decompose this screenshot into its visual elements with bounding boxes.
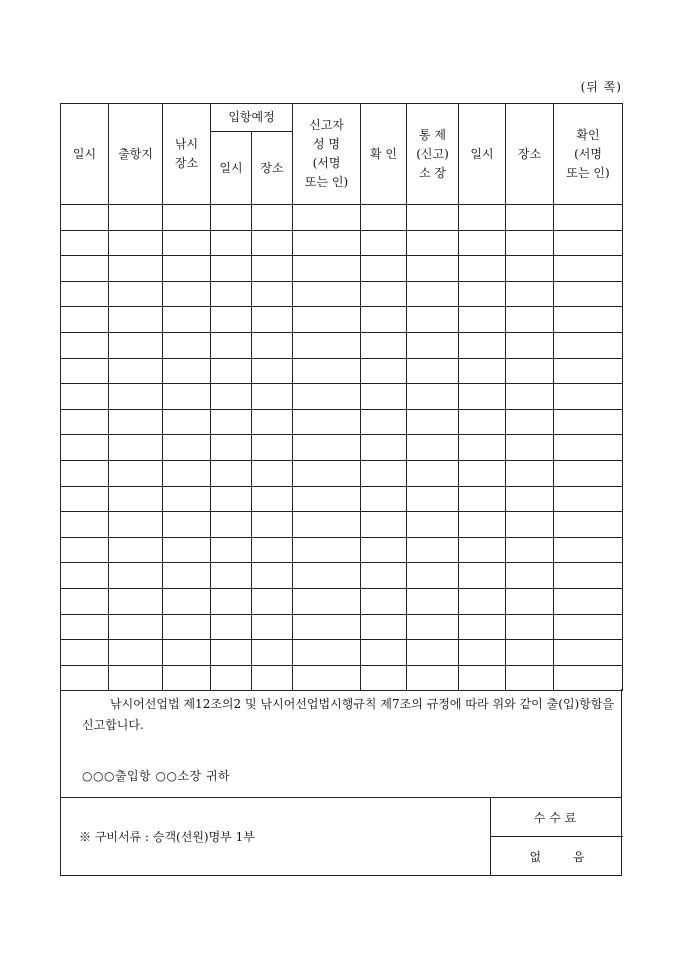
table-cell[interactable]	[163, 512, 211, 538]
table-cell[interactable]	[61, 512, 109, 538]
table-cell[interactable]	[506, 640, 554, 666]
table-cell[interactable]	[506, 665, 554, 691]
table-cell[interactable]	[361, 614, 407, 640]
table-cell[interactable]	[506, 563, 554, 589]
table-cell[interactable]	[293, 486, 361, 512]
table-cell[interactable]	[293, 256, 361, 282]
table-cell[interactable]	[109, 230, 163, 256]
table-cell[interactable]	[459, 409, 506, 435]
table-cell[interactable]	[506, 435, 554, 461]
table-cell[interactable]	[506, 205, 554, 231]
table-cell[interactable]	[506, 460, 554, 486]
table-cell[interactable]	[361, 205, 407, 231]
table-cell[interactable]	[293, 588, 361, 614]
table-row	[61, 435, 623, 461]
table-row	[61, 332, 623, 358]
table-row	[61, 614, 623, 640]
table-cell[interactable]	[407, 230, 459, 256]
header-arrival-group: 입항예정	[211, 104, 293, 132]
table-cell[interactable]	[407, 307, 459, 333]
table-cell[interactable]	[252, 640, 293, 666]
table-cell[interactable]	[361, 640, 407, 666]
table-cell[interactable]	[109, 281, 163, 307]
table-cell[interactable]	[211, 486, 252, 512]
table-cell[interactable]	[506, 332, 554, 358]
table-cell[interactable]	[252, 486, 293, 512]
table-cell[interactable]	[407, 256, 459, 282]
table-cell[interactable]	[293, 665, 361, 691]
table-cell[interactable]	[163, 409, 211, 435]
table-cell[interactable]	[109, 205, 163, 231]
table-cell[interactable]	[61, 384, 109, 410]
table-cell[interactable]	[293, 460, 361, 486]
table-cell[interactable]	[163, 205, 211, 231]
table-cell[interactable]	[109, 307, 163, 333]
table-cell[interactable]	[361, 332, 407, 358]
table-cell[interactable]	[163, 307, 211, 333]
table-cell[interactable]	[506, 409, 554, 435]
table-cell[interactable]	[293, 230, 361, 256]
table-cell[interactable]	[361, 256, 407, 282]
table-cell[interactable]	[211, 665, 252, 691]
table-row	[61, 460, 623, 486]
table-cell[interactable]	[293, 205, 361, 231]
table-cell[interactable]	[163, 460, 211, 486]
table-cell[interactable]	[252, 537, 293, 563]
table-row	[61, 665, 623, 691]
table-cell[interactable]	[293, 332, 361, 358]
table-cell[interactable]	[407, 205, 459, 231]
table-cell[interactable]	[361, 281, 407, 307]
table-cell[interactable]	[293, 384, 361, 410]
table-cell[interactable]	[109, 256, 163, 282]
table-cell[interactable]	[293, 563, 361, 589]
table-cell[interactable]	[293, 614, 361, 640]
required-documents: ※ 구비서류 : 승객(선원)명부 1부	[79, 830, 255, 844]
table-cell[interactable]	[211, 563, 252, 589]
table-cell[interactable]	[459, 358, 506, 384]
table-cell[interactable]	[109, 384, 163, 410]
table-cell[interactable]	[109, 665, 163, 691]
table-row	[61, 409, 623, 435]
fee-value: 없 음	[529, 849, 585, 864]
table-cell[interactable]	[506, 537, 554, 563]
table-cell[interactable]	[109, 640, 163, 666]
table-cell[interactable]	[459, 307, 506, 333]
table-cell[interactable]	[252, 332, 293, 358]
table-cell[interactable]	[506, 230, 554, 256]
header-control-head: 통 제 (신고) 소 장	[407, 104, 459, 205]
table-cell[interactable]	[554, 230, 623, 256]
table-cell[interactable]	[459, 614, 506, 640]
table-cell[interactable]	[506, 486, 554, 512]
table-cell[interactable]	[252, 409, 293, 435]
table-cell[interactable]	[361, 230, 407, 256]
header-datetime: 일시	[61, 104, 109, 205]
table-cell[interactable]	[211, 435, 252, 461]
table-cell[interactable]	[163, 486, 211, 512]
table-cell[interactable]	[506, 307, 554, 333]
table-cell[interactable]	[361, 563, 407, 589]
table-row	[61, 256, 623, 282]
table-row	[61, 384, 623, 410]
table-cell[interactable]	[361, 307, 407, 333]
table-cell[interactable]	[211, 230, 252, 256]
table-cell[interactable]	[252, 563, 293, 589]
table-cell[interactable]	[61, 281, 109, 307]
table-row	[61, 640, 623, 666]
table-cell[interactable]	[61, 614, 109, 640]
table-cell[interactable]	[554, 205, 623, 231]
table-cell[interactable]	[252, 281, 293, 307]
table-cell[interactable]	[109, 563, 163, 589]
table-cell[interactable]	[506, 512, 554, 538]
table-row	[61, 486, 623, 512]
declaration-text: 낚시어선업법 제12조의2 및 낚시어선업법시행규칙 제7조의 규정에 따라 위와 같이 출(입)항함을 신고합니다.	[82, 697, 614, 732]
table-row	[61, 588, 623, 614]
table-cell[interactable]	[407, 332, 459, 358]
table-cell[interactable]	[361, 358, 407, 384]
table-cell[interactable]	[293, 512, 361, 538]
table-cell[interactable]	[506, 256, 554, 282]
table-cell[interactable]	[407, 563, 459, 589]
table-cell[interactable]	[361, 384, 407, 410]
table-cell[interactable]	[361, 665, 407, 691]
table-cell[interactable]	[554, 307, 623, 333]
table-row	[61, 205, 623, 231]
table-cell[interactable]	[407, 588, 459, 614]
table-cell[interactable]	[459, 332, 506, 358]
table-cell[interactable]	[252, 460, 293, 486]
table-cell[interactable]	[407, 384, 459, 410]
table-cell[interactable]	[459, 640, 506, 666]
table-cell[interactable]	[252, 665, 293, 691]
table-cell[interactable]	[61, 563, 109, 589]
table-cell[interactable]	[407, 460, 459, 486]
table-cell[interactable]	[407, 640, 459, 666]
table-cell[interactable]	[554, 588, 623, 614]
table-cell[interactable]	[293, 435, 361, 461]
table-cell[interactable]	[506, 281, 554, 307]
table-cell[interactable]	[252, 588, 293, 614]
table-cell[interactable]	[407, 486, 459, 512]
table-cell[interactable]	[109, 614, 163, 640]
table-cell[interactable]	[554, 512, 623, 538]
table-cell[interactable]	[109, 332, 163, 358]
table-cell[interactable]	[554, 281, 623, 307]
footer-section	[60, 798, 622, 876]
table-cell[interactable]	[211, 460, 252, 486]
table-cell[interactable]	[211, 537, 252, 563]
table-cell[interactable]	[293, 358, 361, 384]
table-cell[interactable]	[163, 332, 211, 358]
table-cell[interactable]	[407, 537, 459, 563]
table-cell[interactable]	[361, 435, 407, 461]
table-cell[interactable]	[109, 460, 163, 486]
table-cell[interactable]	[163, 230, 211, 256]
table-cell[interactable]	[163, 537, 211, 563]
table-cell[interactable]	[407, 358, 459, 384]
header-departure-port: 출항지	[109, 104, 163, 205]
header-arrival-datetime: 일시	[211, 132, 252, 205]
table-cell[interactable]	[109, 512, 163, 538]
table-cell[interactable]	[211, 640, 252, 666]
table-cell[interactable]	[554, 460, 623, 486]
table-cell[interactable]	[109, 435, 163, 461]
table-cell[interactable]	[554, 332, 623, 358]
table-cell[interactable]	[459, 281, 506, 307]
table-cell[interactable]	[61, 205, 109, 231]
table-cell[interactable]	[61, 588, 109, 614]
table-cell[interactable]	[61, 460, 109, 486]
table-cell[interactable]	[211, 384, 252, 410]
table-cell[interactable]	[554, 665, 623, 691]
header-confirm: 확 인	[361, 104, 407, 205]
table-cell[interactable]	[252, 358, 293, 384]
table-cell[interactable]	[554, 537, 623, 563]
table-cell[interactable]	[109, 409, 163, 435]
table-cell[interactable]	[407, 512, 459, 538]
table-cell[interactable]	[554, 640, 623, 666]
table-cell[interactable]	[361, 409, 407, 435]
table-cell[interactable]	[61, 537, 109, 563]
table-cell[interactable]	[459, 256, 506, 282]
table-cell[interactable]	[459, 665, 506, 691]
table-cell[interactable]	[459, 384, 506, 410]
table-cell[interactable]	[554, 563, 623, 589]
table-body	[61, 205, 623, 691]
table-cell[interactable]	[506, 588, 554, 614]
table-cell[interactable]	[293, 409, 361, 435]
table-cell[interactable]	[61, 358, 109, 384]
table-cell[interactable]	[459, 563, 506, 589]
table-row	[61, 307, 623, 333]
header-arrival-place: 장소	[252, 132, 293, 205]
table-cell[interactable]	[252, 512, 293, 538]
table-cell[interactable]	[61, 640, 109, 666]
table-cell[interactable]	[163, 435, 211, 461]
table-cell[interactable]	[211, 588, 252, 614]
table-cell[interactable]	[163, 665, 211, 691]
table-cell[interactable]	[293, 537, 361, 563]
table-cell[interactable]	[459, 486, 506, 512]
table-cell[interactable]	[163, 614, 211, 640]
table-cell[interactable]	[554, 256, 623, 282]
table-cell[interactable]	[109, 588, 163, 614]
fee-box	[490, 798, 623, 875]
table-cell[interactable]	[61, 230, 109, 256]
table-cell[interactable]	[163, 358, 211, 384]
table-cell[interactable]	[163, 281, 211, 307]
table-cell[interactable]	[211, 409, 252, 435]
table-cell[interactable]	[163, 563, 211, 589]
table-cell[interactable]	[252, 230, 293, 256]
table-cell[interactable]	[211, 205, 252, 231]
table-row	[61, 230, 623, 256]
table-cell[interactable]	[252, 256, 293, 282]
header-fishing-place: 낚시 장소	[163, 104, 211, 205]
table-cell[interactable]	[163, 384, 211, 410]
table-row	[61, 358, 623, 384]
table-cell[interactable]	[554, 435, 623, 461]
table-cell[interactable]	[459, 588, 506, 614]
table-row	[61, 281, 623, 307]
table-row	[61, 537, 623, 563]
table-cell[interactable]	[459, 435, 506, 461]
table-cell[interactable]	[61, 332, 109, 358]
table-cell[interactable]	[293, 640, 361, 666]
table-cell[interactable]	[506, 358, 554, 384]
table-cell[interactable]	[506, 614, 554, 640]
table-cell[interactable]	[554, 486, 623, 512]
page-side-label: (뒤 쪽)	[580, 80, 622, 94]
header-place-2: 장소	[506, 104, 554, 205]
table-cell[interactable]	[109, 486, 163, 512]
table-cell[interactable]	[506, 384, 554, 410]
table-cell[interactable]	[407, 665, 459, 691]
table-cell[interactable]	[252, 384, 293, 410]
table-cell[interactable]	[211, 512, 252, 538]
addressee: ○○○출입항 ○○소장 귀하	[82, 769, 231, 783]
table-cell[interactable]	[361, 537, 407, 563]
table-cell[interactable]	[459, 205, 506, 231]
table-cell[interactable]	[211, 307, 252, 333]
table-cell[interactable]	[163, 256, 211, 282]
table-cell[interactable]	[459, 230, 506, 256]
table-cell[interactable]	[407, 409, 459, 435]
table-cell[interactable]	[61, 435, 109, 461]
table-cell[interactable]	[407, 281, 459, 307]
table-cell[interactable]	[61, 307, 109, 333]
table-cell[interactable]	[211, 281, 252, 307]
table-cell[interactable]	[407, 614, 459, 640]
table-cell[interactable]	[61, 409, 109, 435]
table-cell[interactable]	[252, 307, 293, 333]
table-cell[interactable]	[61, 256, 109, 282]
table-cell[interactable]	[252, 614, 293, 640]
table-cell[interactable]	[293, 307, 361, 333]
table-cell[interactable]	[252, 205, 293, 231]
table-cell[interactable]	[61, 665, 109, 691]
table-cell[interactable]	[211, 256, 252, 282]
table-row	[61, 563, 623, 589]
table-cell[interactable]	[293, 281, 361, 307]
table-cell[interactable]	[459, 460, 506, 486]
header-reporter: 신고자 성 명 (서명 또는 인)	[293, 104, 361, 205]
table-cell[interactable]	[211, 332, 252, 358]
table-cell[interactable]	[163, 588, 211, 614]
table-cell[interactable]	[554, 409, 623, 435]
table-cell[interactable]	[163, 640, 211, 666]
table-row	[61, 512, 623, 538]
table-cell[interactable]	[211, 614, 252, 640]
table-cell[interactable]	[109, 537, 163, 563]
table-cell[interactable]	[554, 384, 623, 410]
table-cell[interactable]	[459, 537, 506, 563]
fee-label: 수수료	[491, 798, 623, 837]
table-cell[interactable]	[109, 358, 163, 384]
table-cell[interactable]	[361, 460, 407, 486]
table-cell[interactable]	[361, 512, 407, 538]
table-cell[interactable]	[554, 614, 623, 640]
header-datetime-2: 일시	[459, 104, 506, 205]
declaration-section	[60, 689, 622, 798]
table-cell[interactable]	[361, 588, 407, 614]
report-table	[60, 103, 623, 691]
table-cell[interactable]	[459, 512, 506, 538]
table-cell[interactable]	[407, 435, 459, 461]
table-cell[interactable]	[252, 435, 293, 461]
header-confirm-sign: 확인 (서명 또는 인)	[554, 104, 623, 205]
table-cell[interactable]	[361, 486, 407, 512]
table-cell[interactable]	[554, 358, 623, 384]
table-cell[interactable]	[61, 486, 109, 512]
table-cell[interactable]	[211, 358, 252, 384]
